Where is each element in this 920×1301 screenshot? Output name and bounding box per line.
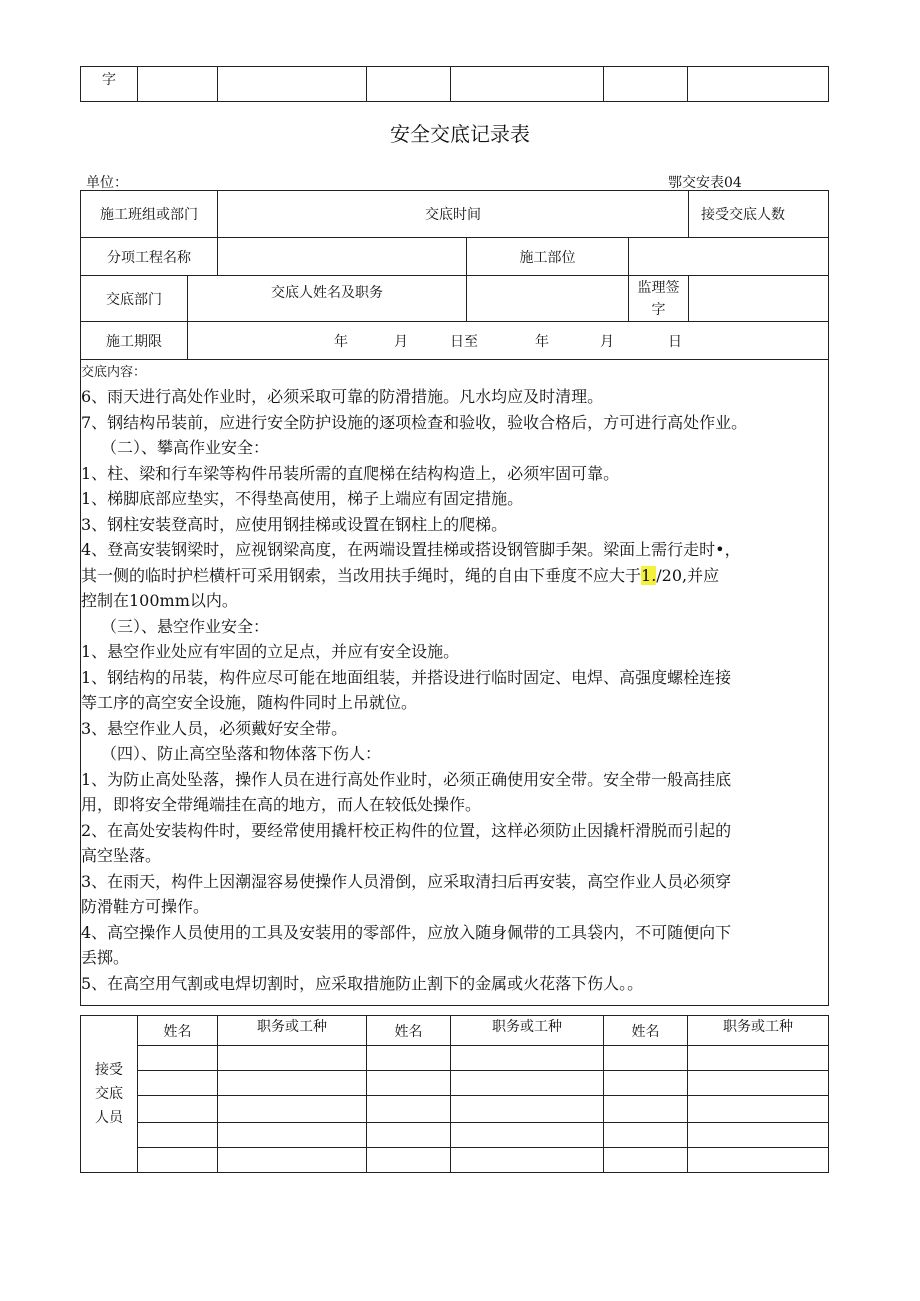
content-line: 1、柱、梁和行车梁等构件吊装所需的直爬梯在结构构造上，必须牢固可靠。: [81, 463, 620, 483]
receivers-label-line-1: 接受: [95, 1062, 123, 1078]
construction-location-value[interactable]: [629, 238, 829, 276]
briefing-time-label: 交底时间: [218, 191, 689, 238]
job-header: 职务或工种: [451, 1016, 604, 1046]
content-line: 1、为防止高处坠落，操作人员在进行高处作业时，必须正确使用安全带。安全带一般高挂底: [81, 769, 732, 789]
supervisor-label-line-2: 字: [651, 301, 666, 318]
table-cell[interactable]: [138, 1096, 218, 1123]
content-line: 1、钢结构的吊装，构件应尽可能在地面组装，并搭设进行临时固定、电焊、高强度螺栓连接: [81, 667, 732, 687]
receivers-label-line-3: 人员: [95, 1110, 123, 1126]
page-title: 安全交底记录表: [390, 122, 530, 146]
table-cell[interactable]: [604, 1046, 688, 1071]
table-cell[interactable]: [688, 1071, 829, 1096]
signature-char-cell: 字: [81, 67, 138, 102]
table-cell[interactable]: [218, 1096, 367, 1123]
job-header: 职务或工种: [688, 1016, 829, 1046]
supervisor-signature-label: [629, 276, 689, 322]
table-cell[interactable]: [451, 1046, 604, 1071]
name-header: 姓名: [367, 1016, 451, 1046]
table-cell[interactable]: [218, 1148, 367, 1173]
table-cell[interactable]: [451, 1071, 604, 1096]
table-cell[interactable]: [688, 1148, 829, 1173]
blank-cell[interactable]: [138, 67, 218, 102]
name-header: 姓名: [604, 1016, 688, 1046]
form-number: 鄂交安表04: [668, 175, 742, 191]
briefing-person-label: 交底人姓名及职务: [188, 276, 467, 322]
content-line: 用，即将安全带绳端挂在高的地方，而人在较低处操作。: [81, 795, 482, 814]
content-line: 1、梯脚底部应垫实，不得垫高使用，梯子上端应有固定措施。: [81, 489, 524, 508]
table-cell[interactable]: [218, 1123, 367, 1148]
table-cell[interactable]: [218, 1046, 367, 1071]
table-cell[interactable]: [688, 1096, 829, 1123]
content-line: 3、悬空作业人员，必须戴好安全带。: [81, 718, 348, 738]
content-line: 高空坠落。: [81, 846, 162, 865]
receivers-table: [80, 1015, 829, 1173]
content-line: 2、在高处安装构件时，要经常使用撬杆校正构件的位置，这样必须防止因撬杆滑脱而引起的: [81, 820, 732, 840]
content-text: /20,并应: [656, 565, 720, 585]
table-cell[interactable]: [138, 1046, 218, 1071]
blank-cell[interactable]: [218, 67, 367, 102]
content-line: 丢掷。: [81, 948, 130, 967]
period-year-end: 年: [535, 333, 549, 350]
construction-period-label: 施工期限: [81, 322, 188, 360]
content-label: 交底内容：: [81, 365, 147, 380]
project-name-value[interactable]: [218, 238, 467, 276]
table-cell[interactable]: [138, 1148, 218, 1173]
table-cell[interactable]: [688, 1046, 829, 1071]
period-year-start: 年: [334, 333, 348, 350]
period-day-end: 日: [668, 333, 682, 350]
table-cell[interactable]: [218, 1071, 367, 1096]
table-cell[interactable]: [688, 1123, 829, 1148]
blank-cell[interactable]: [604, 67, 688, 102]
period-month-start: 月: [394, 333, 408, 350]
section-heading: （四）、防止高空坠落和物体落下伤人：: [101, 744, 382, 763]
supervisor-label-line-1: 监理签: [637, 279, 680, 296]
period-month-end: 月: [600, 333, 614, 350]
content-line: 防滑鞋方可操作。: [81, 897, 210, 916]
briefing-dept-label: 交底部门: [81, 276, 188, 322]
section-heading: （三）、悬空作业安全：: [101, 616, 270, 636]
table-cell[interactable]: [451, 1123, 604, 1148]
receiver-count-label: 接受交底人数: [689, 191, 829, 238]
table-cell[interactable]: [604, 1123, 688, 1148]
content-line: 5、在高空用气割或电焊切割时，应采取措施防止割下的金属或火花落下伤人。。: [81, 973, 644, 993]
briefing-person-value[interactable]: [467, 276, 629, 322]
briefing-content: [81, 360, 829, 1006]
construction-location-label: 施工部位: [467, 238, 629, 276]
project-name-label: 分项工程名称: [81, 238, 218, 276]
receivers-label-line-2: 交底: [95, 1086, 123, 1102]
content-line: 1、悬空作业处应有牢固的立足点，并应有安全设施。: [81, 642, 460, 661]
team-label: 施工班组或部门: [81, 191, 218, 238]
blank-cell[interactable]: [688, 67, 829, 102]
table-cell[interactable]: [367, 1071, 451, 1096]
content-line: 7、钢结构吊装前，应进行安全防护设施的逐项检查和验收，验收合格后，方可进行高处作业。: [81, 412, 748, 432]
blank-cell[interactable]: [367, 67, 451, 102]
receivers-label: [81, 1016, 138, 1173]
safety-briefing-table: [80, 190, 829, 1006]
period-day-start: 日至: [450, 333, 478, 350]
content-line: 控制在100mm以内。: [81, 591, 238, 610]
section-heading: （二）、攀高作业安全：: [101, 438, 270, 457]
job-header: 职务或工种: [218, 1016, 367, 1046]
table-cell[interactable]: [138, 1123, 218, 1148]
content-line: 4、登高安装钢梁时，应视钢梁高度，在两端设置挂梯或搭设钢管脚手架。梁面上需行走时•，: [81, 540, 741, 559]
construction-period-value[interactable]: [188, 322, 829, 360]
content-line: 等工序的高空安全设施，随构件同时上吊就位。: [81, 693, 418, 712]
table-cell[interactable]: [604, 1148, 688, 1173]
content-line: [81, 563, 828, 589]
highlighted-text: 1.: [641, 565, 657, 585]
table-cell[interactable]: [451, 1096, 604, 1123]
blank-cell[interactable]: [451, 67, 604, 102]
table-cell[interactable]: [367, 1148, 451, 1173]
table-cell[interactable]: [604, 1071, 688, 1096]
content-line: 3、在雨天，构件上因潮湿容易使操作人员滑倒，应采取清扫后再安装，高空作业人员必须穿: [81, 871, 732, 891]
table-cell[interactable]: [367, 1046, 451, 1071]
name-header: 姓名: [138, 1016, 218, 1046]
content-line: 4、高空操作人员使用的工具及安装用的零部件，应放入随身佩带的工具袋内，不可随便向下: [81, 922, 732, 942]
previous-table-fragment: [80, 66, 829, 102]
content-line: 3、钢柱安装登高时，应使用钢挂梯或设置在钢柱上的爬梯。: [81, 514, 508, 534]
supervisor-signature-value[interactable]: [689, 276, 829, 322]
table-cell[interactable]: [367, 1123, 451, 1148]
table-cell[interactable]: [451, 1148, 604, 1173]
table-cell[interactable]: [604, 1096, 688, 1123]
table-cell[interactable]: [138, 1071, 218, 1096]
table-cell[interactable]: [367, 1096, 451, 1123]
unit-label: 单位：: [86, 175, 128, 191]
content-text: 其一侧的临时护栏横杆可采用钢索，当改用扶手绳时，绳的自由下垂度不应大于: [81, 565, 642, 585]
content-line: 6、雨天进行高处作业时，必须采取可靠的防滑措施。凡水均应及时清理。: [81, 387, 604, 406]
